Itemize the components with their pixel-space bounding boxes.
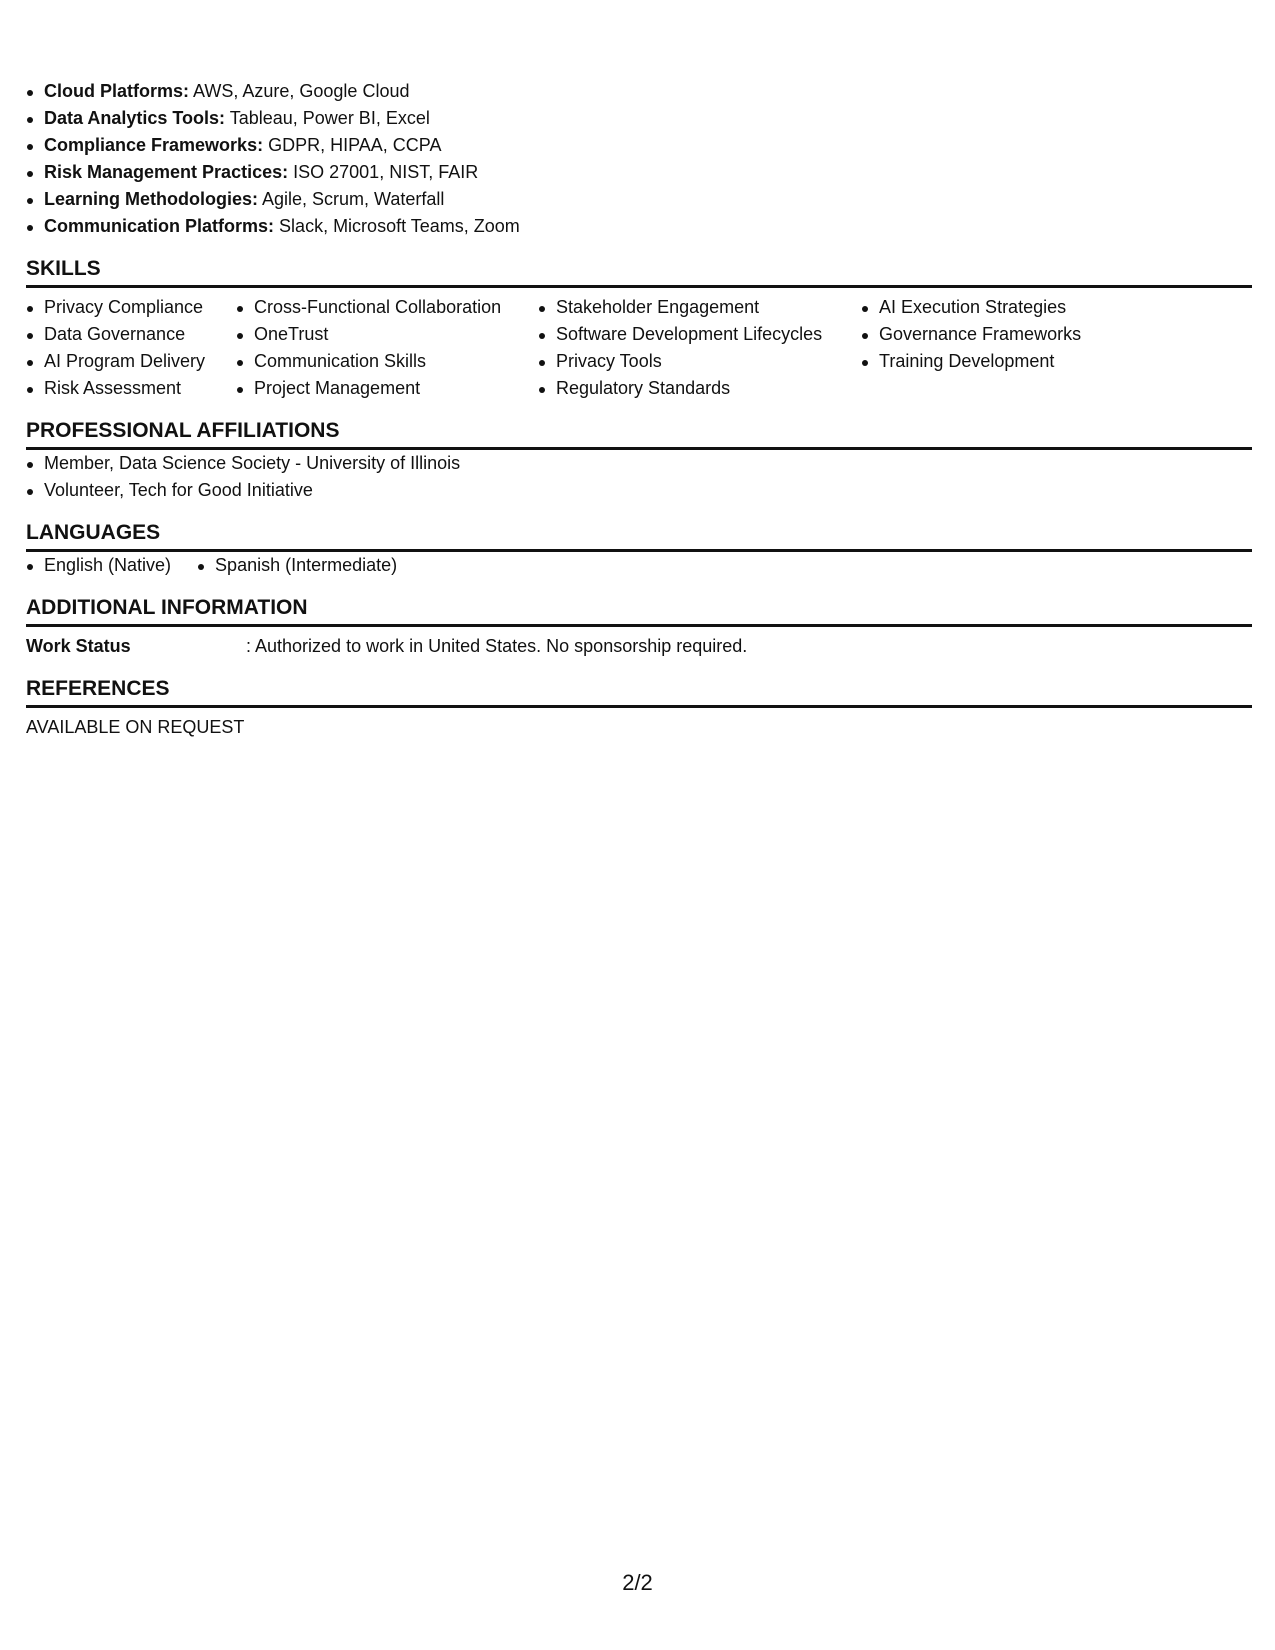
technology-label: Cloud Platforms: [44, 81, 190, 101]
skills-column [26, 294, 236, 402]
technology-item [26, 132, 1252, 159]
language-item: Spanish (Intermediate) [197, 552, 397, 579]
technology-item [26, 213, 1252, 240]
work-status-row [26, 633, 1252, 660]
skill-item: Data Governance [26, 321, 236, 348]
skill-item: Risk Assessment [26, 375, 236, 402]
work-status-value: : Authorized to work in United States. No sponsorship required. [246, 636, 748, 656]
technology-value: GDPR, HIPAA, CCPA [268, 135, 442, 155]
affiliation-item: Volunteer, Tech for Good Initiative [26, 477, 1252, 504]
skills-column [861, 294, 1161, 402]
skill-item: Cross-Functional Collaboration [236, 294, 538, 321]
technology-item [26, 159, 1252, 186]
technology-label: Communication Platforms: [44, 216, 275, 236]
skill-item: AI Execution Strategies [861, 294, 1161, 321]
references-text: AVAILABLE ON REQUEST [26, 717, 245, 737]
technology-item [26, 78, 1252, 105]
technology-value: ISO 27001, NIST, FAIR [293, 162, 479, 182]
skills-column [236, 294, 538, 402]
additional-info-heading: ADDITIONAL INFORMATION [26, 595, 1252, 627]
references-section [26, 676, 1252, 741]
technology-label: Risk Management Practices: [44, 162, 289, 182]
skill-item: Regulatory Standards [538, 375, 861, 402]
technology-value: Agile, Scrum, Waterfall [262, 189, 445, 209]
skills-section [26, 256, 1252, 402]
skill-item: Communication Skills [236, 348, 538, 375]
skill-item: Privacy Compliance [26, 294, 236, 321]
additional-info-section [26, 595, 1252, 660]
skill-item: OneTrust [236, 321, 538, 348]
affiliations-heading: PROFESSIONAL AFFILIATIONS [26, 418, 1252, 450]
references-heading: REFERENCES [26, 676, 1252, 708]
skill-item: Training Development [861, 348, 1161, 375]
skill-item: AI Program Delivery [26, 348, 236, 375]
page-number: 2/2 [622, 1570, 653, 1595]
affiliations-list [26, 450, 1252, 504]
technology-item [26, 186, 1252, 213]
skill-item: Privacy Tools [538, 348, 861, 375]
skill-item: Software Development Lifecycles [538, 321, 861, 348]
languages-heading: LANGUAGES [26, 520, 1252, 552]
technologies-list [26, 78, 1252, 240]
languages-list [26, 552, 1252, 579]
technology-value: Slack, Microsoft Teams, Zoom [279, 216, 520, 236]
language-item: English (Native) [26, 552, 171, 579]
work-status-label: Work Status [26, 636, 131, 656]
skills-column [538, 294, 861, 402]
skill-item: Governance Frameworks [861, 321, 1161, 348]
technology-label: Learning Methodologies: [44, 189, 258, 209]
affiliations-section [26, 418, 1252, 504]
skill-item: Stakeholder Engagement [538, 294, 861, 321]
technology-value: AWS, Azure, Google Cloud [193, 81, 410, 101]
skills-heading: SKILLS [26, 256, 1252, 288]
skills-grid [26, 294, 1252, 402]
languages-section [26, 520, 1252, 579]
affiliation-item: Member, Data Science Society - University of Illinois [26, 450, 1252, 477]
skill-item: Project Management [236, 375, 538, 402]
technology-label: Data Analytics Tools: [44, 108, 226, 128]
technology-label: Compliance Frameworks: [44, 135, 264, 155]
technology-value: Tableau, Power BI, Excel [229, 108, 430, 128]
resume-page [26, 78, 1252, 741]
technology-item [26, 105, 1252, 132]
